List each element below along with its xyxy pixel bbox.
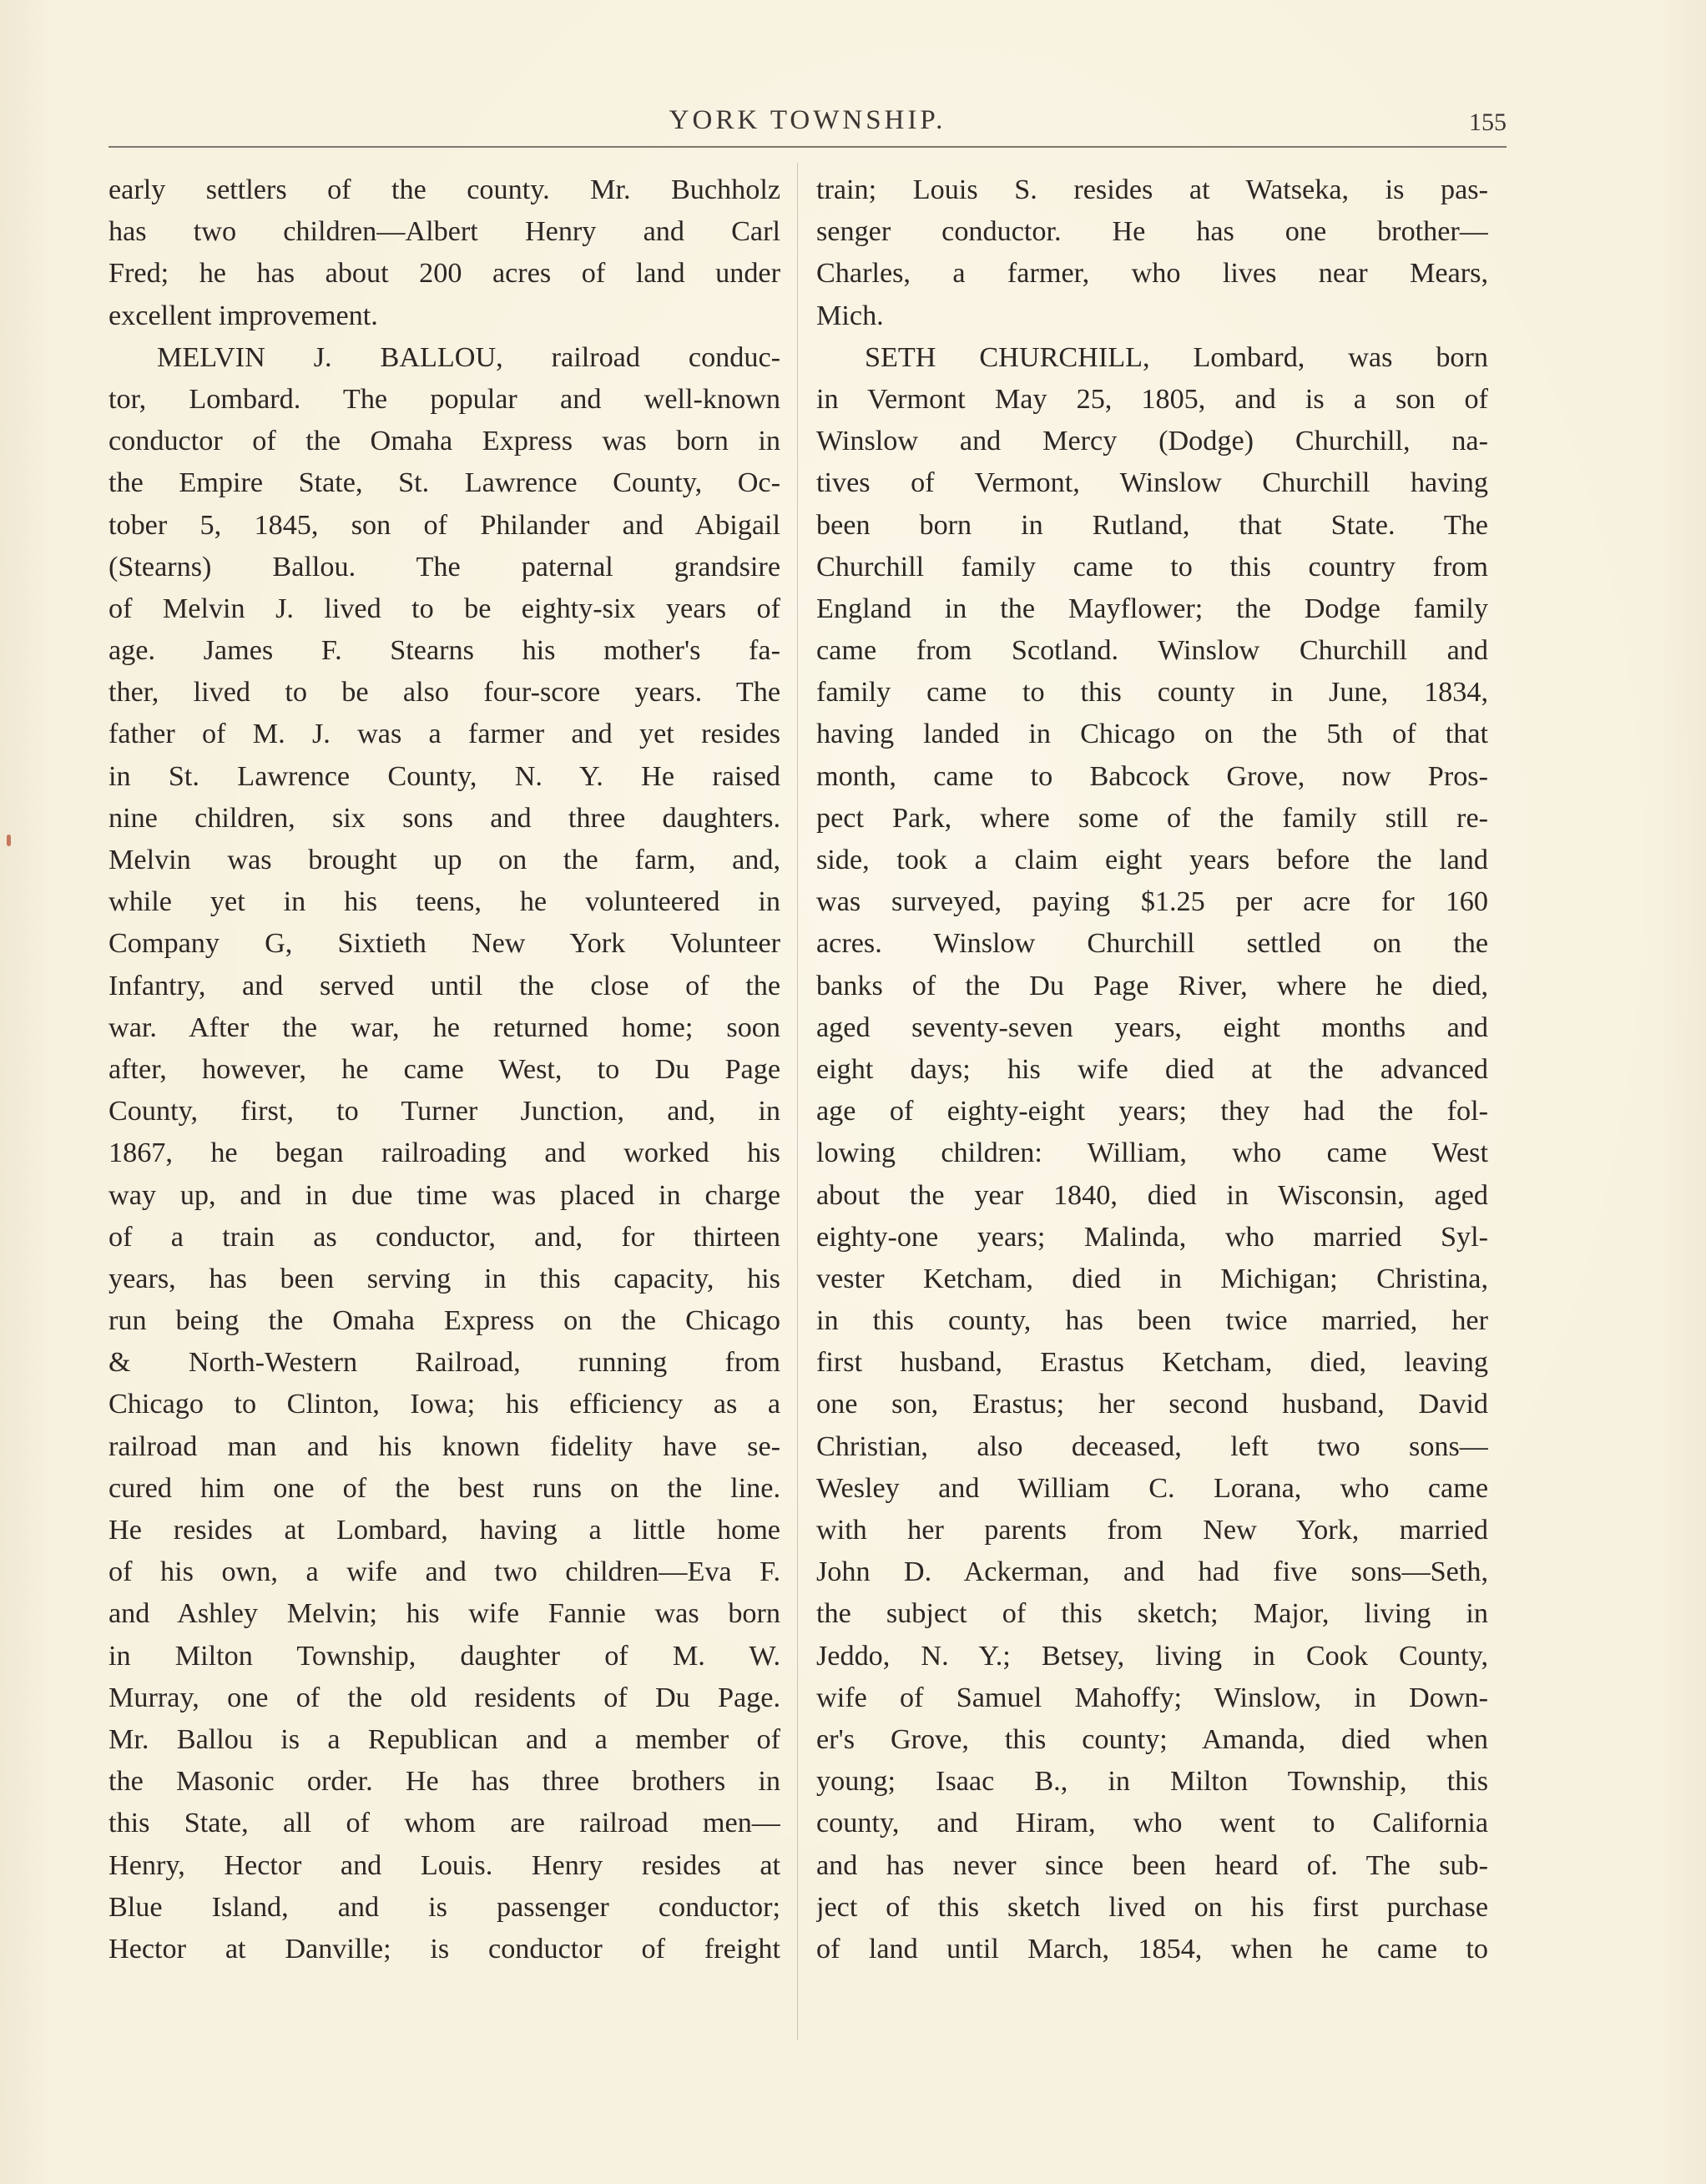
text-line: pect Park, where some of the family still re- (816, 802, 1488, 834)
text-line: Charles, a farmer, who lives near Mears, (816, 258, 1488, 290)
right-text-column (816, 169, 1488, 1970)
text-line: Hector at Danville; is conductor of freight (109, 1933, 780, 1965)
column-divider (797, 163, 798, 2040)
text-line: of his own, a wife and two children—Eva F. (109, 1556, 780, 1588)
text-line: er's Grove, this county; Amanda, died when (816, 1723, 1488, 1755)
text-line: 1867, he began railroading and worked his (109, 1137, 780, 1169)
text-line: has two children—Albert Henry and Carl (109, 216, 780, 248)
text-line: and has never since been heard of. The sub- (816, 1849, 1488, 1881)
text-line: after, however, he came West, to Du Page (109, 1053, 780, 1085)
text-line: SETH CHURCHILL, Lombard, was born (865, 341, 1488, 373)
text-line: tober 5, 1845, son of Philander and Abigail (109, 509, 780, 541)
text-line: the Empire State, St. Lawrence County, Oc- (109, 467, 780, 499)
text-line: one son, Erastus; her second husband, David (816, 1389, 1488, 1420)
text-line: came from Scotland. Winslow Churchill and (816, 635, 1488, 667)
text-line: John D. Ackerman, and had five sons—Seth, (816, 1556, 1488, 1588)
text-line: young; Isaac B., in Milton Township, this (816, 1766, 1488, 1798)
text-line: He resides at Lombard, having a little home (109, 1515, 780, 1546)
text-line: Winslow and Mercy (Dodge) Churchill, na- (816, 426, 1488, 457)
text-line: side, took a claim eight years before the land (816, 845, 1488, 875)
text-line: wife of Samuel Mahoffy; Winslow, in Down- (816, 1682, 1488, 1713)
text-line: tives of Vermont, Winslow Churchill having (816, 467, 1488, 499)
text-line: England in the Mayflower; the Dodge family (816, 593, 1488, 624)
text-line: (Stearns) Ballou. The paternal grandsire (109, 551, 780, 583)
text-line: having landed in Chicago on the 5th of that (816, 719, 1488, 750)
text-line: Blue Island, and is passenger conductor; (109, 1891, 780, 1923)
text-line: in Milton Township, daughter of M. W. (109, 1640, 780, 1672)
text-line: conductor of the Omaha Express was born in (109, 426, 780, 457)
text-line: and Ashley Melvin; his wife Fannie was born (109, 1598, 780, 1630)
header-rule (109, 146, 1507, 148)
text-line: month, came to Babcock Grove, now Pros- (816, 760, 1488, 792)
left-text-column (109, 169, 780, 1970)
page-number: 155 (1469, 108, 1507, 136)
text-line: MELVIN J. BALLOU, railroad conduc- (157, 341, 780, 373)
margin-mark (7, 835, 11, 846)
text-line: family came to this county in June, 1834, (816, 677, 1488, 709)
text-line: war. After the war, he returned home; soon (109, 1011, 780, 1043)
text-line: run being the Omaha Express on the Chicago (109, 1305, 780, 1337)
text-line: & North-Western Railroad, running from (109, 1347, 780, 1379)
text-line: nine children, six sons and three daughters. (109, 802, 780, 834)
text-line: early settlers of the county. Mr. Buchholz (109, 174, 780, 205)
text-line: train; Louis S. resides at Watseka, is pas- (816, 174, 1488, 205)
text-line: age. James F. Stearns his mother's fa- (109, 635, 780, 667)
text-line: the Masonic order. He has three brothers in (109, 1766, 780, 1798)
text-line: aged seventy-seven years, eight months and (816, 1011, 1488, 1043)
text-line: acres. Winslow Churchill settled on the (816, 928, 1488, 960)
text-line: excellent improvement. (109, 300, 378, 331)
text-line: vester Ketcham, died in Michigan; Christina, (816, 1263, 1488, 1294)
text-line: cured him one of the best runs on the line. (109, 1472, 780, 1504)
text-line: the subject of this sketch; Major, living in (816, 1598, 1488, 1630)
text-line: Company G, Sixtieth New York Volunteer (109, 928, 780, 960)
text-line: Henry, Hector and Louis. Henry resides at (109, 1849, 780, 1881)
text-line: Infantry, and served until the close of the (109, 970, 780, 1001)
text-line: in Vermont May 25, 1805, and is a son of (816, 383, 1488, 415)
text-line: of land until March, 1854, when he came to (816, 1933, 1488, 1965)
text-line: father of M. J. was a farmer and yet resides (109, 719, 780, 750)
text-line: was surveyed, paying $1.25 per acre for 160 (816, 886, 1488, 918)
text-line: railroad man and his known fidelity have se- (109, 1430, 780, 1462)
text-line: County, first, to Turner Junction, and, in (109, 1096, 780, 1127)
text-line: in St. Lawrence County, N. Y. He raised (109, 760, 780, 792)
text-line: Jeddo, N. Y.; Betsey, living in Cook County, (816, 1640, 1488, 1672)
text-line: lowing children: William, who came West (816, 1137, 1488, 1169)
text-line: this State, all of whom are railroad men— (109, 1808, 780, 1839)
text-line: banks of the Du Page River, where he died, (816, 970, 1488, 1001)
text-line: tor, Lombard. The popular and well-known (109, 383, 780, 415)
text-line: senger conductor. He has one brother— (816, 216, 1488, 248)
text-line: Churchill family came to this country from (816, 551, 1488, 583)
text-line: ther, lived to be also four-score years. The (109, 677, 780, 709)
text-line: while yet in his teens, he volunteered in (109, 886, 780, 918)
text-line: county, and Hiram, who went to California (816, 1808, 1488, 1839)
text-line: years, has been serving in this capacity, his (109, 1263, 780, 1294)
text-line: Melvin was brought up on the farm, and, (109, 845, 780, 875)
text-line: about the year 1840, died in Wisconsin, aged (816, 1179, 1488, 1211)
text-line: eight days; his wife died at the advanced (816, 1053, 1488, 1085)
text-line: first husband, Erastus Ketcham, died, leaving (816, 1347, 1488, 1379)
text-line: Chicago to Clinton, Iowa; his efficiency as a (109, 1389, 780, 1420)
text-line: Christian, also deceased, left two sons— (816, 1430, 1488, 1462)
text-line: of Melvin J. lived to be eighty-six years of (109, 593, 780, 624)
text-line: Wesley and William C. Lorana, who came (816, 1472, 1488, 1504)
text-line: of a train as conductor, and, for thirteen (109, 1221, 780, 1253)
text-line: Fred; he has about 200 acres of land under (109, 258, 780, 290)
running-head (109, 98, 1507, 149)
text-line: ject of this sketch lived on his first purchase (816, 1891, 1488, 1923)
running-title: YORK TOWNSHIP. (669, 105, 946, 135)
text-line: in this county, has been twice married, her (816, 1305, 1488, 1337)
text-line: with her parents from New York, married (816, 1515, 1488, 1546)
text-line: way up, and in due time was placed in charge (109, 1179, 780, 1211)
text-line: eighty-one years; Malinda, who married Syl- (816, 1221, 1488, 1253)
text-line: been born in Rutland, that State. The (816, 509, 1488, 541)
text-line: Mich. (816, 300, 884, 331)
text-line: Murray, one of the old residents of Du Page. (109, 1682, 780, 1713)
text-line: age of eighty-eight years; they had the fol- (816, 1096, 1488, 1127)
text-line: Mr. Ballou is a Republican and a member of (109, 1723, 780, 1755)
